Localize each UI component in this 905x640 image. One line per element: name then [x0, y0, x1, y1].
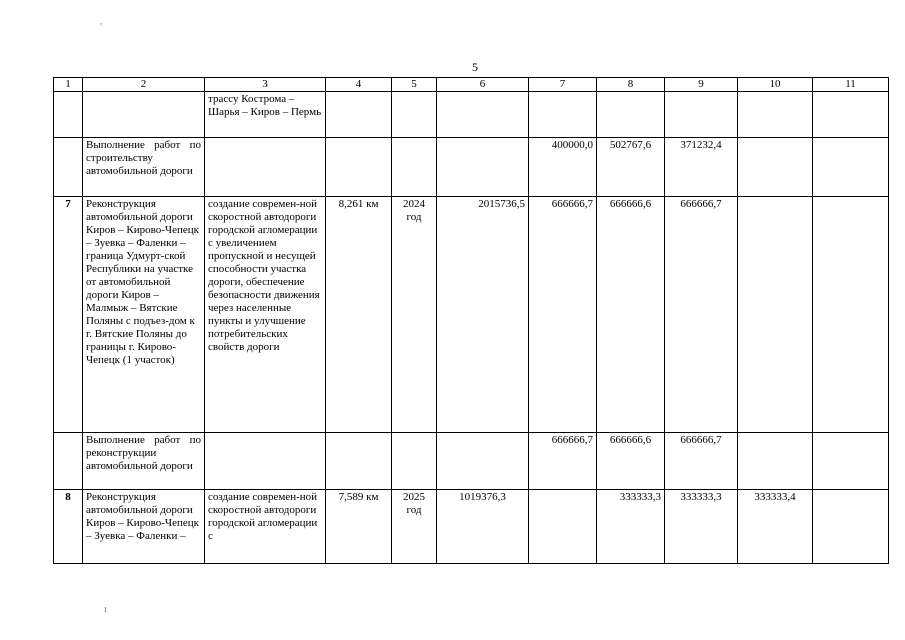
scan-speck: ı	[104, 604, 107, 615]
column-header: 9	[665, 78, 738, 92]
value-cell-col10	[738, 138, 813, 197]
page-number: 5	[472, 60, 478, 74]
goal-cell: создание современ-ной скоростной автодороги городской агломерации с увеличением пропускной и несущей способности участка дороги, обеспечение безопасности движения через населенные пункты и улучшение потребительских свойств дороги	[205, 197, 326, 433]
program-table	[53, 77, 889, 564]
length-cell: 8,261 км	[326, 197, 392, 433]
column-header: 4	[326, 78, 392, 92]
column-header: 8	[597, 78, 665, 92]
goal-cell: создание современ-ной скоростной автодороги городской агломерации с	[205, 490, 326, 564]
value-cell-col9: 371232,4	[665, 138, 738, 197]
column-header: 6	[437, 78, 529, 92]
length-cell: 7,589 км	[326, 490, 392, 564]
value-cell-col9	[665, 92, 738, 138]
row-number-cell	[54, 92, 83, 138]
length-cell	[326, 138, 392, 197]
object-name-cell: Выполнение работ по реконструкции автомобильной дороги	[83, 433, 205, 490]
row-number-cell: 7	[54, 197, 83, 433]
table-row	[54, 138, 889, 197]
value-cell-col7: 666666,7	[529, 197, 597, 433]
value-cell-col8: 502767,6	[597, 138, 665, 197]
value-cell-col8	[597, 92, 665, 138]
object-name-cell: Реконструкция автомобильной дороги Киров – Кирово-Чепецк – Зуевка – Фаленки –	[83, 490, 205, 564]
value-cell-col7	[529, 490, 597, 564]
year-cell	[392, 433, 437, 490]
value-cell-col9: 666666,7	[665, 197, 738, 433]
total-cell	[437, 92, 529, 138]
column-header: 11	[813, 78, 889, 92]
column-header: 5	[392, 78, 437, 92]
column-header: 10	[738, 78, 813, 92]
length-cell	[326, 433, 392, 490]
goal-cell	[205, 433, 326, 490]
value-cell-col7	[529, 92, 597, 138]
length-cell	[326, 92, 392, 138]
scan-speck: '	[100, 22, 102, 33]
object-name-cell: Реконструкция автомобильной дороги Киров – Кирово-Чепецк – Зуевка – Фаленки – граница Удмурт-ской Республики на участке от автомобильной дороги Киров – Малмыж – Вятские Поляны с подъез-дом к г. Вятские Поляны до границы г. Кирово-Чепецк (1 участок)	[83, 197, 205, 433]
goal-cell: трассу Кострома – Шарья – Киров – Пермь	[205, 92, 326, 138]
row-number-cell	[54, 138, 83, 197]
value-cell-col11	[813, 433, 889, 490]
value-cell-col11	[813, 92, 889, 138]
value-cell-col10: 333333,4	[738, 490, 813, 564]
column-number-row	[54, 78, 889, 92]
value-cell-col8: 666666,6	[597, 197, 665, 433]
year-cell: 2025 год	[392, 490, 437, 564]
total-cell	[437, 433, 529, 490]
value-cell-col8: 333333,3	[597, 490, 665, 564]
value-cell-col11	[813, 138, 889, 197]
value-cell-col10	[738, 92, 813, 138]
total-cell	[437, 138, 529, 197]
total-cell: 2015736,5	[437, 197, 529, 433]
table-row	[54, 490, 889, 564]
value-cell-col10	[738, 197, 813, 433]
value-cell-col10	[738, 433, 813, 490]
year-cell	[392, 92, 437, 138]
value-cell-col9: 666666,7	[665, 433, 738, 490]
object-name-cell	[83, 92, 205, 138]
table-row	[54, 197, 889, 433]
object-name-cell: Выполнение работ по строительству автомобильной дороги	[83, 138, 205, 197]
row-number-cell	[54, 433, 83, 490]
year-cell: 2024 год	[392, 197, 437, 433]
column-header: 2	[83, 78, 205, 92]
value-cell-col9: 333333,3	[665, 490, 738, 564]
value-cell-col8: 666666,6	[597, 433, 665, 490]
value-cell-col11	[813, 490, 889, 564]
value-cell-col7: 400000,0	[529, 138, 597, 197]
value-cell-col11	[813, 197, 889, 433]
table-row	[54, 433, 889, 490]
column-header: 1	[54, 78, 83, 92]
row-number-cell: 8	[54, 490, 83, 564]
table-row	[54, 92, 889, 138]
column-header: 7	[529, 78, 597, 92]
column-header: 3	[205, 78, 326, 92]
goal-cell	[205, 138, 326, 197]
year-cell	[392, 138, 437, 197]
total-cell: 1019376,3	[437, 490, 529, 564]
value-cell-col7: 666666,7	[529, 433, 597, 490]
